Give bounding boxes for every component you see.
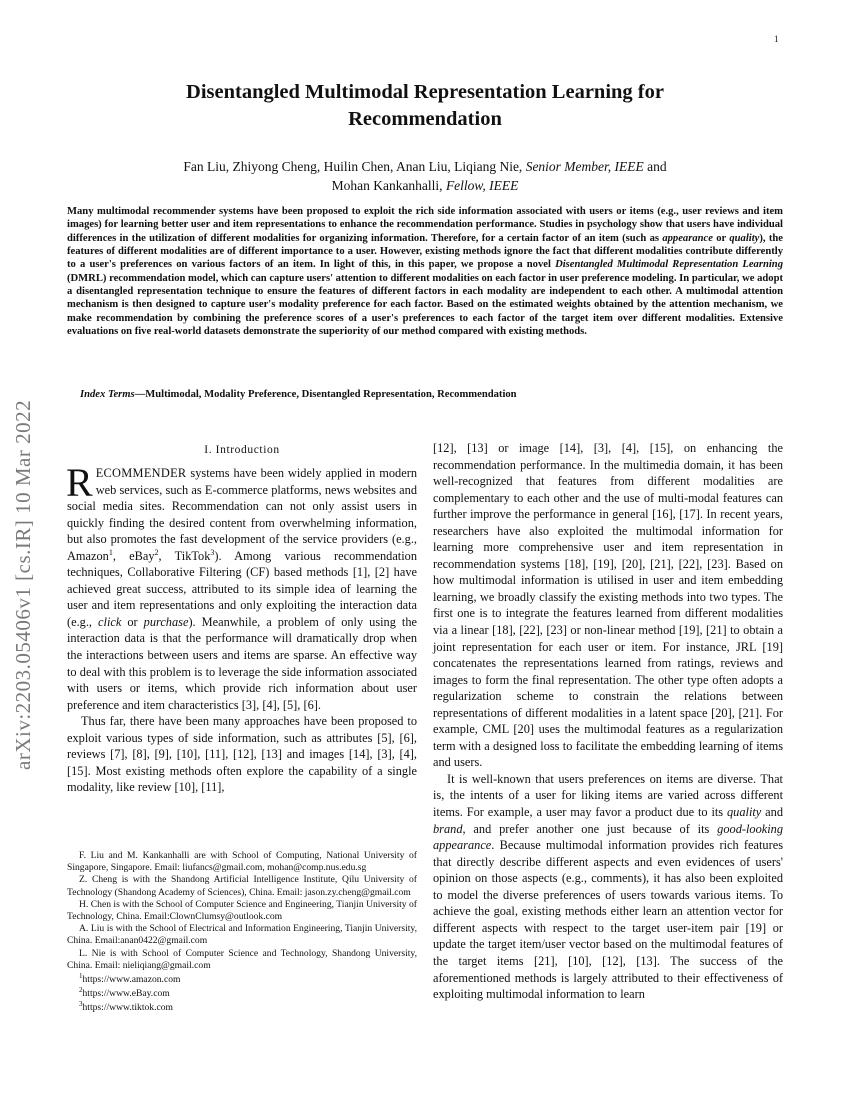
drop-cap: R [66, 460, 93, 505]
right-paragraph-2: It is well-known that users preferences on items are diverse. That is, the intents of a user for liking items are varied across different items. For example, a user may favor a product due to its quality and brand, and prefer another one just because of its good-looking appearance. Because multimodal information provides rich features that directly describe different aspects and even evidences of users' opinion on those aspects (e.g., comments), it has also been exploited to model the diverse preferences of users towards various items. To achieve the goal, existing methods either learn an attention vector for different aspects with respect to the target user-item pair [19] or update the target item/user vector based on the multimodal features of the target items [21], [10], [12], [13]. The success of the aforementioned methods is largely attributed to their effectiveness of exploiting multimodal information to learn [433, 771, 783, 1002]
section-heading-introduction: I. Introduction [204, 444, 280, 456]
author-line-1: Fan Liu, Zhiyong Cheng, Huilin Chen, Anan Liu, Liqiang Nie, Senior Member, IEEE and [183, 159, 667, 174]
footnote-url-ebay: $^2$https://www.eBay.com [79, 985, 170, 1000]
paper-title: Disentangled Multimodal Representation Learning for Recommendation [186, 81, 664, 130]
right-paragraph-1: [12], [13] or image [14], [3], [4], [15], on enhancing the recommendation performance. In the multimedia domain, it has been well-recognized that features from different modalities are complementary to each other and the use of multi-modal features can further improve the performance in general [16], [17]. In recent years, researchers have also exploited the multimodal information for learning more comprehensive user and item representation in recommendation systems [18], [19], [20], [21], [22], [23]. Based on how multimodal information is utilised in user and item embedding learning, we broadly classify the existing methods into two types. The first one is to integrate the features learned from different modalities via a linear [18], [22], [23] or non-linear method [19], [21] to obtain a joint representation for each user or item. For instance, JRL [19] concatenates the representations learned from ratings, reviews and images to form the final representation. The other type often adopts a regularization scheme to constrain the relations between representations of different modalities in a latent space [20], [21]. For example, CML [20] uses the multimodal features as a regularization term with a designed loss to facilitate the embedding learning of items and users. [433, 441, 783, 770]
footnote-affiliation: Z. Cheng is with the Shandong Artificial Intelligence Institute, Qilu University of Technology (Shandong Academy of Sciences), China. Email: jason.zy.cheng@gmail.com [67, 874, 417, 898]
right-column [433, 440, 783, 1003]
author-line-2: Mohan Kankanhalli, Fellow, IEEE [331, 178, 519, 193]
index-terms: Index Terms—Multimodal, Modality Preference, Disentangled Representation, Recommendation [80, 389, 517, 400]
intro-paragraph-2: Thus far, there have been many approaches have been proposed to exploit various types of side information, such as attributes [5], [6], reviews [7], [8], [9], [10], [11], [12], [13] and images [14], [3], [4], [15]. Most existing methods often explore the capability of a single modality, like review [10], [11], [67, 714, 417, 795]
index-terms-label: Index Terms [80, 389, 135, 400]
author-footnotes [67, 850, 417, 1014]
footnote-url-tiktok: $^3$https://www.tiktok.com [79, 999, 174, 1014]
page-number: 1 [774, 34, 779, 44]
footnote-affiliation: L. Nie is with School of Computer Science and Technology, Shandong University, China. Email: nieliqiang@gmail.com [67, 947, 417, 971]
abstract: Many multimodal recommender systems have been proposed to exploit the rich side information associated with users or items (e.g., user reviews and item images) for learning better user and item representations to enhance the recommendation performance. Studies in psychology show that users have individual differences in the utilization of different modalities for organizing information. Therefore, for a certain factor of an item (such as appearance or quality), the features of different modalities are of different importance to a user. However, existing methods ignore the fact that different modalities contribute differently to a user's preferences on various factors of an item. In light of this, in this paper, we propose a novel Disentangled Multimodal Representation Learning (DMRL) recommendation model, which can capture users' attention to different modalities on each factor in user preference modeling. In particular, we adopt a disentangled representation technique to ensure the features of different factors in each modality are independent to each other. A multimodal attention mechanism is then designed to capture user's modality preference for each factor. Based on the estimated weights obtained by the attention mechanism, we make recommendation by combining the preference scores of a user's preferences to each factor of the target item over different modalities. Extensive evaluations on five real-world datasets demonstrate the superiority of our method compared with existing methods. [67, 206, 783, 338]
footnote-url-amazon: $^1$https://www.amazon.com [79, 971, 181, 986]
footnote-affiliation: F. Liu and M. Kankanhalli are with School of Computing, National University of Singapore, Singapore. Email: liufancs@gmail.com, mohan@comp.nus.edu.sg [67, 850, 417, 874]
left-column [67, 440, 417, 796]
footnote-affiliation: A. Liu is with the School of Electrical and Information Engineering, Tianjin University, China. Email:anan0422@gmail.com [67, 923, 417, 947]
author-list [110, 157, 740, 195]
arxiv-identifier-stamp: arXiv:2203.05406v1 [cs.IR] 10 Mar 2022 [11, 399, 35, 770]
intro-paragraph-1: RECOMMENDER systems have been widely applied in modern web services, such as E-commerce platforms, news websites and social media sites. Recommendation can not only assist users in quickly finding the desired content from overwhelming information, but also promotes the fast development of the service providers (e.g., Amazon$^1$, eBay$^2$, TikTok$^3$). Among various recommendation techniques, Collaborative Filtering (CF) based methods [1], [2] have achieved great success, attributed to its simple idea of learning the user and item representations and only exploiting the interaction data (e.g., click or purchase). Meanwhile, a problem of only using the interaction data is that the performance will dramatically drop when the interactions between users and items are sparse. An effective way to deal with this problem is to leverage the side information associated with users or items, which provide rich information about user preference and item characteristics [3], [4], [5], [6]. [66, 460, 418, 712]
footnote-affiliation: H. Chen is with the School of Computer Science and Engineering, Tianjin University of Technology, China. Email:ClownClumsy@outlook.com [67, 898, 417, 923]
